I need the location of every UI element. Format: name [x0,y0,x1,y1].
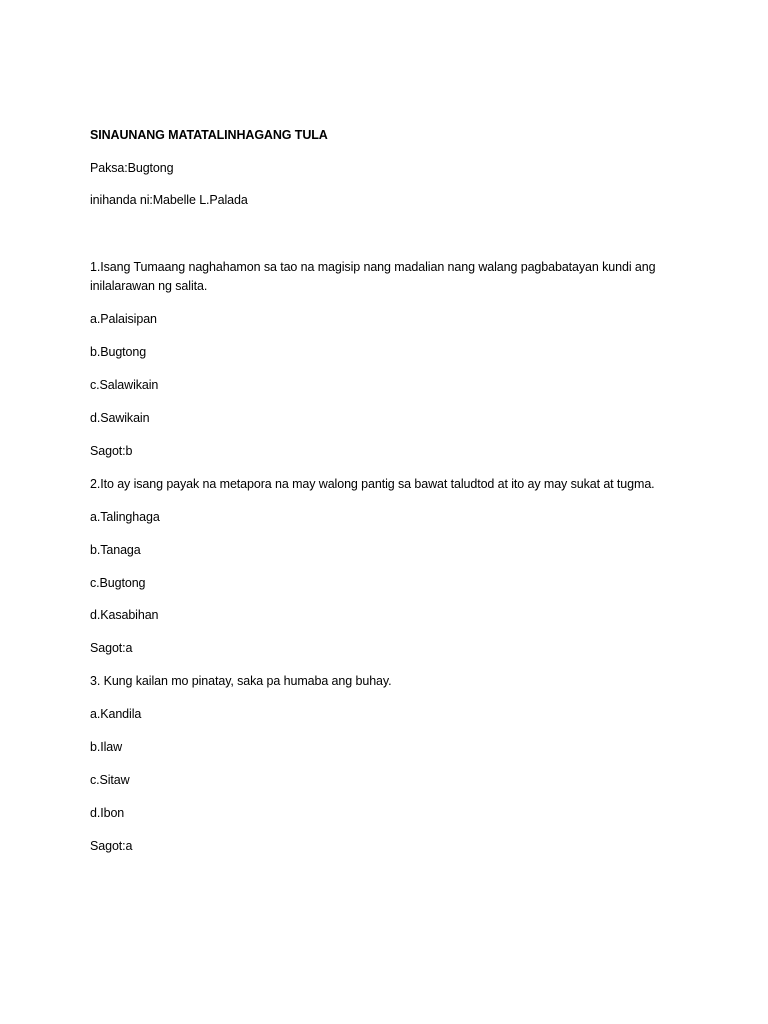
document-title: SINAUNANG MATATALINHAGANG TULA [90,128,328,142]
question-2-choice-d: d.Kasabihan [90,608,159,622]
author-line: inihanda ni:Mabelle L.Palada [90,193,248,207]
question-2-choice-c: c.Bugtong [90,576,146,590]
question-3-text: 3. Kung kailan mo pinatay, saka pa humaba ang buhay. [90,674,392,688]
question-3-choice-a: a.Kandila [90,707,142,721]
question-1-answer: Sagot:b [90,444,133,458]
question-1-text: 1.Isang Tumaang naghahamon sa tao na magisip nang madalian nang walang pagbabatayan kundi ang inilalarawan ng salita. [90,260,656,293]
question-1-choice-b: b.Bugtong [90,345,147,359]
topic-line: Paksa:Bugtong [90,161,174,175]
question-2-text: 2.Ito ay isang payak na metapora na may walong pantig sa bawat taludtod at ito ay may sukat at tugma. [90,477,655,491]
question-2-choice-a: a.Talinghaga [90,510,160,524]
question-2-choice-b: b.Tanaga [90,543,141,557]
question-1-choice-a: a.Palaisipan [90,312,157,326]
question-3-choice-c: c.Sitaw [90,773,130,787]
question-1-choice-c: c.Salawikain [90,378,159,392]
question-3-choice-b: b.Ilaw [90,740,123,754]
question-1-choice-d: d.Sawikain [90,411,150,425]
question-2-answer: Sagot:a [90,641,133,655]
question-3-answer: Sagot:a [90,839,133,853]
question-3-choice-d: d.Ibon [90,806,125,820]
